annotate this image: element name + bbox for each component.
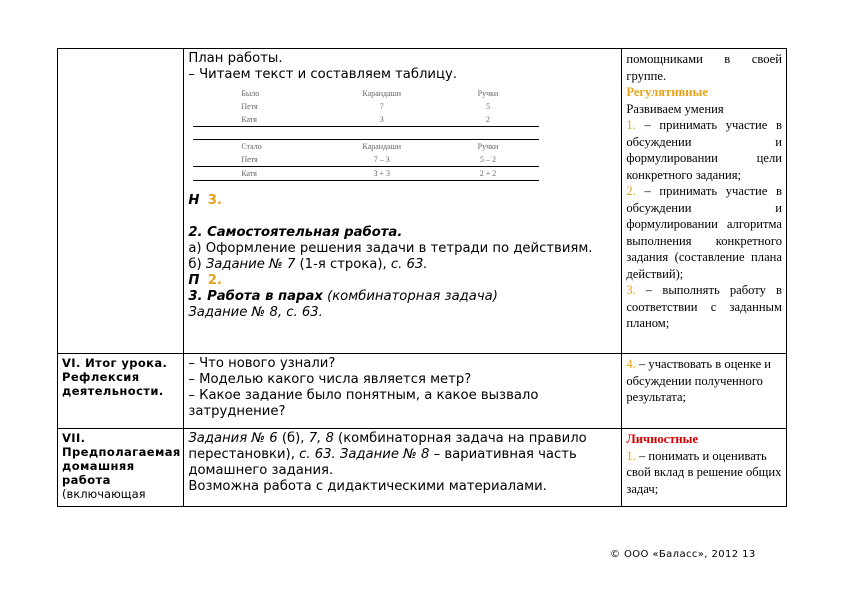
- mini-cell: Стало: [241, 141, 262, 151]
- stage-title: VII. Предполагаемая домашняя работа: [62, 431, 181, 487]
- item-text: – понимать и оценивать свой вклад в решение общих задач;: [626, 448, 782, 496]
- activity-cell: [184, 354, 622, 429]
- mini-table-before: [193, 87, 539, 181]
- mini-cell: 5 – 2: [479, 154, 496, 164]
- skill-item: [626, 448, 782, 498]
- page-footer: © ООО «Баласс», 2012 13: [610, 549, 756, 560]
- task-ref: Задание № 8, с. 63.: [188, 305, 323, 320]
- task-b: [188, 257, 617, 273]
- homework-note: Возможна работа с дидактическими материалами.: [188, 479, 547, 494]
- n-label: Н: [188, 193, 200, 208]
- item-number: 1.: [626, 448, 636, 463]
- section-title: 2. Самостоятельная работа.: [188, 225, 403, 240]
- personal-heading: Личностные: [626, 432, 699, 446]
- mini-cell: Карандаши: [362, 88, 402, 98]
- item-number: 2.: [626, 184, 636, 198]
- task-b-rest: (1-я строка),: [295, 257, 391, 272]
- mini-cell: Катя: [241, 168, 257, 178]
- text-part: – вариативная часть домашнего задания.: [188, 447, 577, 478]
- mini-cell: 3 + 3: [373, 168, 391, 178]
- item-text: – принимать участие в обсуждении и формулировании алгоритма выполнения конкретного задания (составление плана действий);: [626, 184, 782, 281]
- question: – Что нового узнали?: [188, 356, 336, 371]
- plan-heading: План работы.: [188, 51, 283, 66]
- mini-cell: Было: [241, 88, 260, 98]
- item-number: 3.: [626, 283, 636, 297]
- skill-item: [626, 183, 782, 282]
- text-part: (б),: [277, 431, 309, 446]
- regulatory-heading: Регулятивные: [626, 85, 708, 99]
- plan-step: – Читаем текст и составляем таблицу.: [188, 67, 457, 82]
- p-number: 2.: [207, 273, 222, 288]
- stage-cell: [58, 49, 184, 354]
- mini-cell: 2 + 2: [479, 168, 497, 178]
- p-label: П: [188, 273, 200, 288]
- item-text: – принимать участие в обсуждении и формулировании цели конкретного задания;: [626, 118, 782, 182]
- homework-text: [188, 431, 617, 479]
- mini-cell: Петя: [241, 154, 258, 164]
- stage-cell: [58, 429, 184, 507]
- mini-cell: Карандаши: [362, 141, 402, 151]
- mini-cell: Катя: [241, 114, 257, 124]
- text-part: (комбинаторная задача на правило перестановки),: [188, 431, 587, 462]
- table-row: [58, 429, 787, 507]
- task-ref: 7, 8: [308, 431, 334, 446]
- n-number: 3.: [207, 193, 222, 208]
- table-row: [58, 49, 787, 354]
- pairs-title: [188, 289, 617, 305]
- stage-note: (включающая: [62, 487, 146, 501]
- mini-cell: 7 – 3: [373, 154, 390, 164]
- n-marker: [188, 193, 617, 209]
- skill-text: помощниками в своей группе.: [626, 52, 782, 83]
- skill-item: [626, 117, 782, 183]
- task-ref: Задания № 6: [188, 431, 278, 446]
- item-number: 1.: [626, 118, 636, 132]
- lesson-plan-table: [57, 48, 787, 507]
- skill-text: Развиваем умения: [626, 101, 724, 116]
- task-a: а) Оформление решения задачи в тетради по действиям.: [188, 241, 593, 256]
- section-note: (комбинаторная задача): [322, 289, 498, 304]
- mini-cell: Петя: [241, 101, 258, 111]
- skills-cell: [622, 429, 787, 507]
- activity-cell: [184, 429, 622, 507]
- item-number: 4.: [626, 357, 636, 371]
- mini-cell: 2: [485, 114, 490, 124]
- task-ref: Задание № 7: [205, 257, 296, 272]
- question: – Какое задание было понятным, а какое вызвало затруднение?: [188, 388, 539, 419]
- activity-cell: [184, 49, 622, 354]
- mini-row: [193, 167, 539, 180]
- mini-row: [193, 153, 539, 166]
- task-b-prefix: б): [188, 257, 206, 272]
- section-title: 3. Работа в парах: [188, 289, 323, 304]
- mini-cell: Ручки: [477, 88, 499, 98]
- p-marker: [188, 273, 617, 289]
- page-ref: с. 63.: [390, 257, 428, 272]
- task-ref: с. 63. Задание № 8: [299, 447, 430, 462]
- stage-cell: VI. Итог урока. Рефлексия деятельности.: [58, 354, 184, 429]
- item-text: – выполнять работу в соответствии с заданным планом;: [626, 283, 782, 330]
- mini-row: [193, 113, 539, 126]
- mini-cell: 5: [485, 101, 490, 111]
- mini-cell: Ручки: [477, 141, 499, 151]
- skills-cell: [622, 354, 787, 429]
- mini-cell: 3: [379, 114, 384, 124]
- skill-item: [626, 356, 782, 406]
- skill-item: [626, 282, 782, 332]
- skills-cell: [622, 49, 787, 354]
- item-text: – участвовать в оценке и обсуждении полученного результата;: [626, 357, 772, 404]
- question: – Моделью какого числа является метр?: [188, 372, 472, 387]
- mini-cell: 7: [379, 101, 384, 111]
- table-row: [58, 354, 787, 429]
